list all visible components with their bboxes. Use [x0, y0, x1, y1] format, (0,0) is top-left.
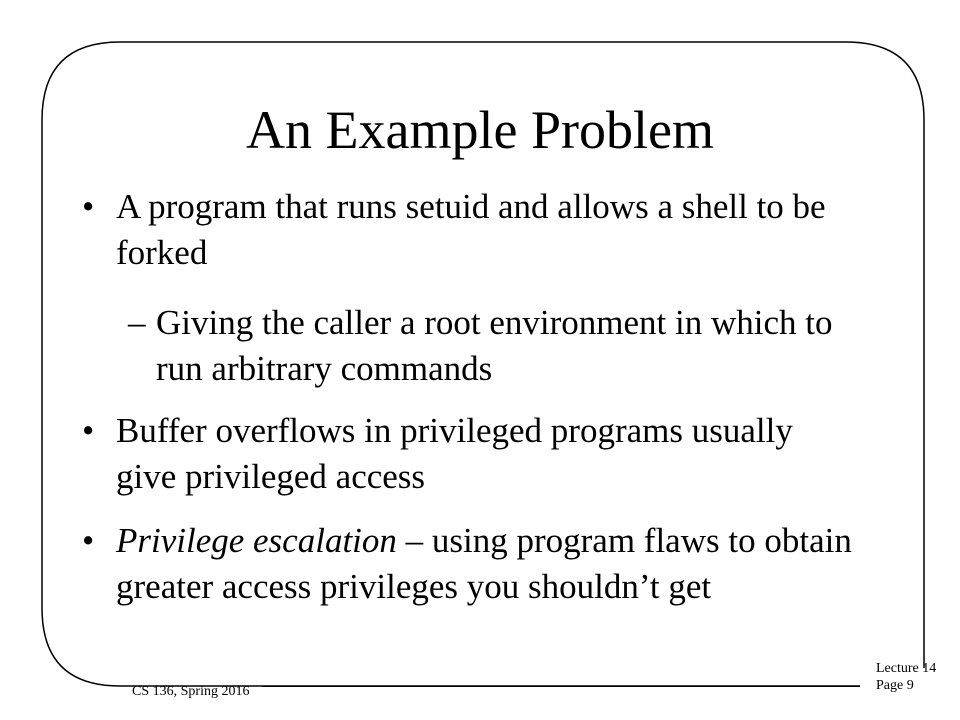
slide-title: An Example Problem: [246, 100, 714, 160]
bullet-item-1: [82, 184, 856, 276]
bullet-dot: •: [82, 187, 95, 226]
sub-bullet-text: Giving the caller a root environment in which to run arbitrary commands: [156, 303, 833, 388]
bullet-item-3: [82, 518, 856, 610]
sub-bullet-dash: –: [128, 303, 146, 342]
course-footer: CS 136, Spring 2016: [132, 684, 250, 699]
footer-divider: [262, 686, 860, 687]
page-footer: [876, 660, 936, 694]
page-number: Page 9: [876, 678, 914, 693]
bullet-text: A program that runs setuid and allows a shell to be forked: [116, 187, 826, 272]
bullet-dot: •: [82, 411, 95, 450]
bullet-text: Buffer overflows in privileged programs usually give privileged access: [116, 411, 793, 496]
bullet-text: – using program flaws to obtain greater access privileges you shouldn’t get: [116, 521, 852, 606]
sub-bullet-item-1: [128, 300, 836, 392]
term-privilege-escalation: Privilege escalation: [116, 521, 397, 560]
bullet-dot: •: [82, 521, 95, 560]
lecture-number: Lecture 14: [876, 661, 937, 676]
bullet-item-2: [82, 408, 856, 500]
